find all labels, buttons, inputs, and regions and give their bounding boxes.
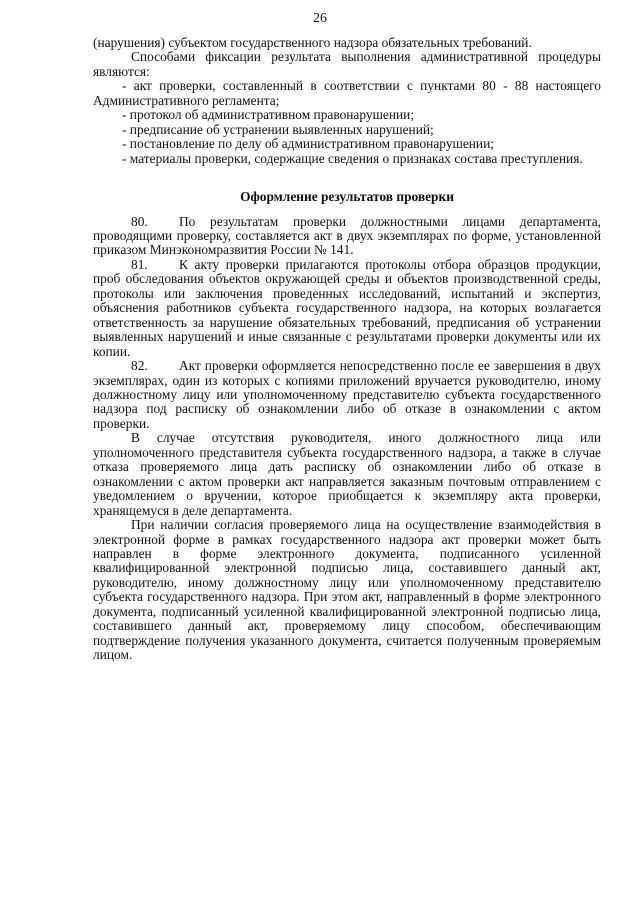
section-heading: Оформление результатов проверки — [240, 189, 454, 205]
numbered-item-81 — [93, 258, 601, 359]
paragraph-fixation-methods: Способами фиксации результата выполнения административной процедуры являются: — [93, 49, 601, 79]
item-number: 81. — [131, 256, 148, 272]
item-text: Акт проверки оформляется непосредственно после ее завершения в двух экземплярах, один из которых с копиями приложений вручается руководителю, иному должностному лицу или уполномоченному представителю субъекта государственного надзора под расписку об ознакомлении либо об отказе в ознакомлении с актом проверки. — [93, 358, 601, 431]
numbered-item-80 — [93, 215, 601, 258]
paragraph-absence-case: В случае отсутствия руководителя, иного должностного лица или уполномоченного представителя субъекта государственного надзора, а также в случае отказа проверяемого лица дать расписку об ознакомлении либо об отказе в ознакомлении с актом проверки акт направляется заказным почтовым отправлением с уведомлением о вручении, которое приобщается к экземпляру акта проверки, хранящемуся в деле департамента. — [93, 430, 601, 518]
item-text: К акту проверки прилагаются протоколы отбора образцов продукции, проб обследования объектов окружающей среды и объектов производственной среды, протоколы или заключения проведенных исследований, испытаний и экспертиз, объяснения работников субъекта государственного надзора, на которых возлагается ответственность за нарушение обязательных требований, предписания об устранении выявленных нарушений и иные связанные с результатами проверки документы или их копии. — [93, 256, 601, 359]
paragraph-continuation: (нарушения) субъектом государственного надзора обязательных требований. — [93, 35, 532, 50]
item-number: 82. — [131, 358, 148, 374]
item-text: По результатам проверки должностными лицами департамента, проводящими проверку, составляется акт в двух экземплярах по форме, установленной приказом Минэкономразвития России № 141. — [93, 213, 601, 258]
bullet-item: - акт проверки, составленный в соответствии с пунктами 80 - 88 настоящего Административного регламента; — [93, 78, 601, 108]
paragraph-electronic-form: При наличии согласия проверяемого лица на осуществление взаимодействия в электронной форме в рамках государственного надзора акт проверки может быть направлен в форме электронного документа, подписанного усиленной квалифицированной электронной подписью лица, составившего данный акт, руководителю, иному должностному лицу или уполномоченному представителю субъекта государственного надзора. При этом акт, направленный в форме электронного документа, подписанный усиленной квалифицированной электронной подписью лица, составившего данный акт, проверяемому лицу способом, обеспечивающим подтверждение получения указанного документа, считается полученным проверяемым лицом. — [93, 517, 601, 663]
page-number: 26 — [313, 11, 327, 26]
bullet-item: - материалы проверки, содержащие сведения о признаках состава преступления. — [122, 150, 583, 166]
bullet-item: - постановление по делу об административном правонарушении; — [122, 136, 494, 152]
document-body — [93, 36, 601, 663]
bullet-item: - предписание об устранении выявленных нарушений; — [122, 121, 434, 137]
numbered-item-82 — [93, 359, 601, 431]
bullet-item: - протокол об административном правонарушении; — [122, 107, 415, 123]
item-number: 80. — [131, 213, 148, 229]
